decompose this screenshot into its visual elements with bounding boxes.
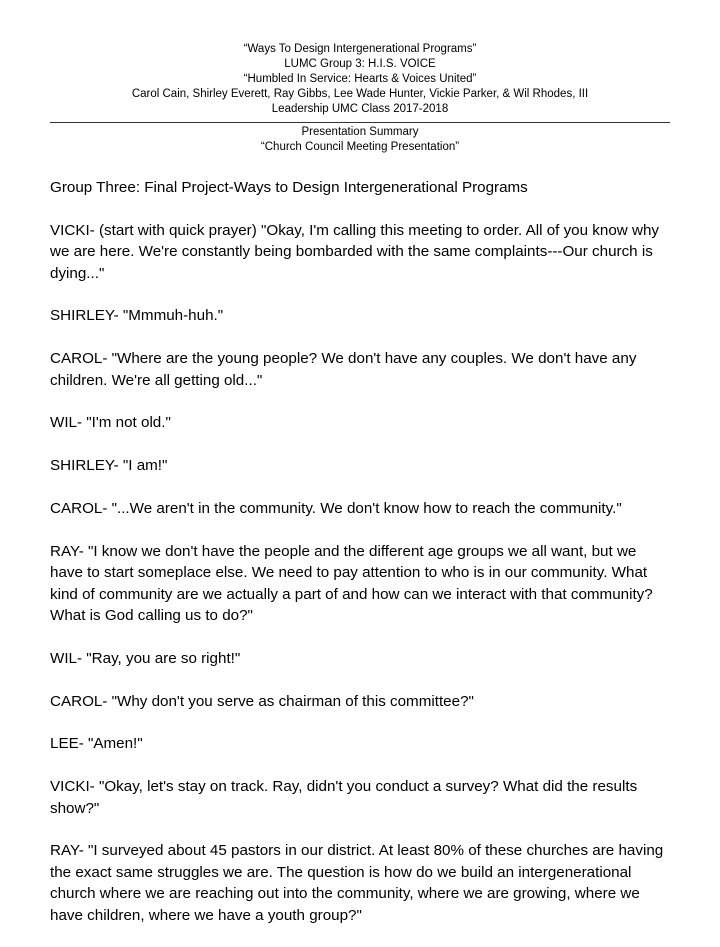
header-group-name: LUMC Group 3: H.I.S. VOICE [284,58,436,70]
dialogue-paragraph: WIL- "Ray, you are so right!" [50,649,241,667]
dialogue-paragraph: RAY- "I surveyed about 45 pastors in our district. At least 80% of these churches are having the exact same struggles we are. The question is how do we build an intergenerational church where we are reaching out into the community, where we are growing, where we have children, where we have a youth group?" [50,842,664,924]
summary-label: Presentation Summary [301,126,419,138]
header-divider [50,122,670,123]
dialogue-paragraph: CAROL- "Where are the young people? We don't have any couples. We don't have any children. We're all getting old..." [50,350,637,389]
document-body [50,177,672,947]
dialogue-paragraph: VICKI- "Okay, let's stay on track. Ray, didn't you conduct a survey? What did the results show?" [50,778,638,817]
header-program-title: “Ways To Design Intergenerational Programs” [243,43,477,55]
header-members: Carol Cain, Shirley Everett, Ray Gibbs, Lee Wade Hunter, Vickie Parker, & Wil Rhodes, III [131,88,589,100]
dialogue-paragraph: CAROL- "Why don't you serve as chairman of this committee?" [50,692,474,710]
header-class: Leadership UMC Class 2017-2018 [271,103,449,115]
summary-block [50,125,670,155]
summary-subtitle: “Church Council Meeting Presentation” [260,141,460,153]
dialogue-paragraph: LEE- "Amen!" [50,735,143,753]
document-title: Group Three: Final Project-Ways to Design Intergenerational Programs [50,179,528,196]
dialogue-paragraph: RAY- "I know we don't have the people and the different age groups we all want, but we have to start someplace else. We need to pay attention to who is in our community. What kind of community are we actually a part of and how can we interact with that community? What is God calling us to do?" [50,542,653,625]
dialogue-paragraph: VICKI- (start with quick prayer) "Okay, I'm calling this meeting to order. All of you know why we are here. We're constantly being bombarded with the same complaints---Our church is dying..." [50,221,659,282]
dialogue-paragraph: SHIRLEY- "Mmmuh-huh." [50,307,224,325]
header-group-motto: “Humbled In Service: Hearts & Voices United” [243,73,477,85]
dialogue-paragraph: CAROL- "...We aren't in the community. We don't know how to reach the community." [50,500,622,517]
document-header [50,42,670,117]
dialogue-paragraph: SHIRLEY- "I am!" [50,457,168,475]
dialogue-paragraph: WIL- "I'm not old." [50,414,171,432]
